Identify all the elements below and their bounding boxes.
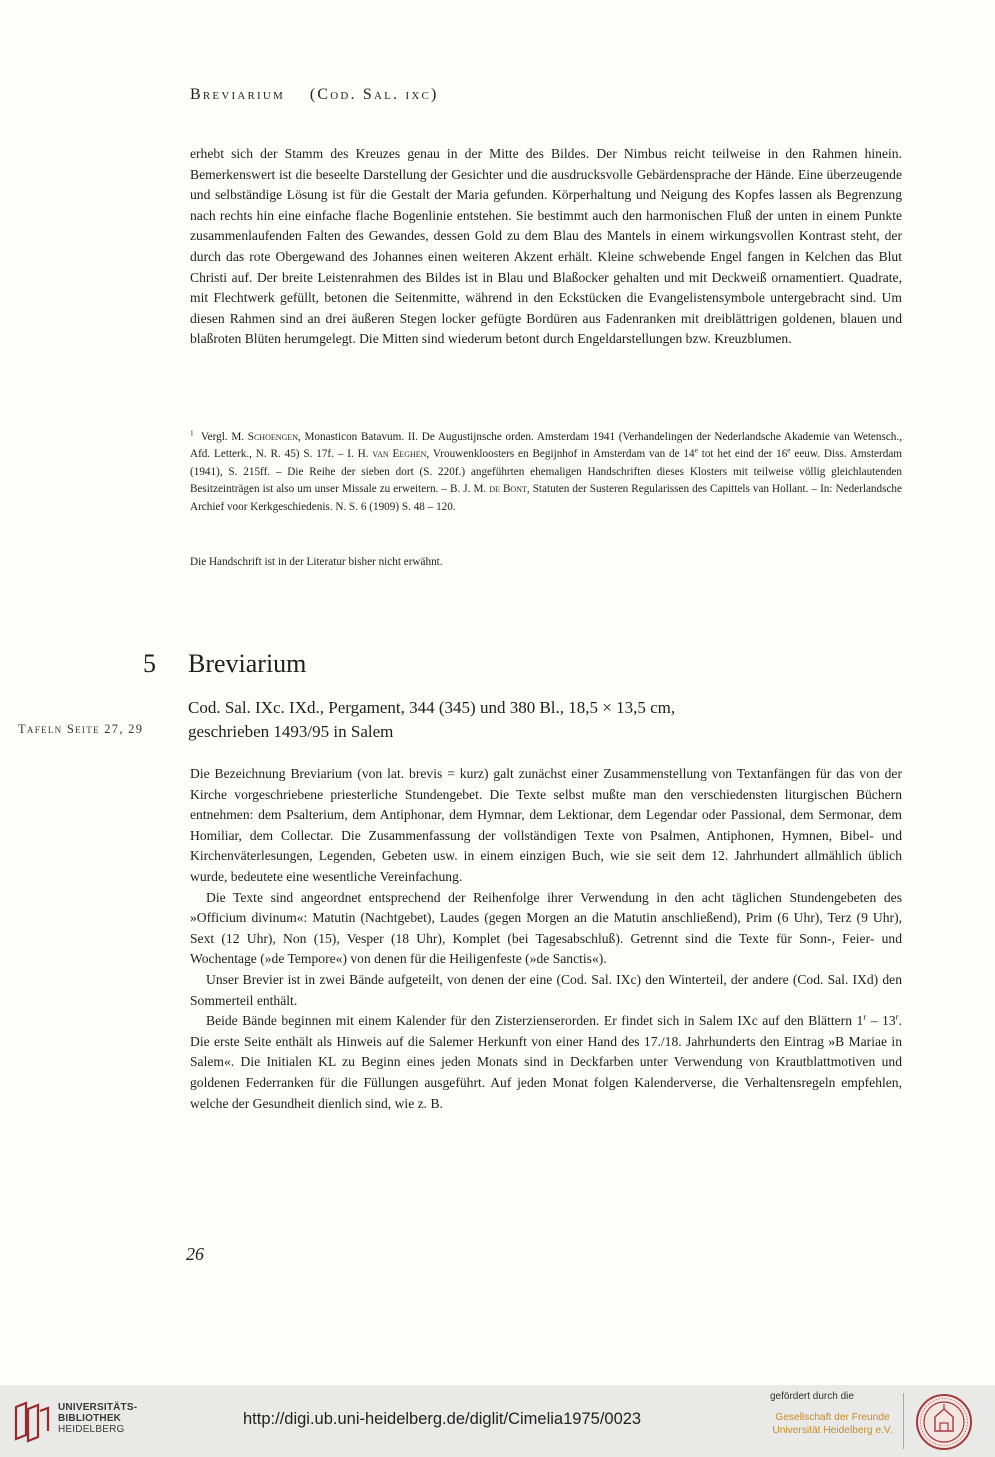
library-logo-icon[interactable] <box>12 1401 52 1443</box>
paragraph: Unser Brevier ist in zwei Bände aufgeteilt, von denen der eine (Cod. Sal. IXc) den Winterteil, der andere (Cod. Sal. IXd) den Sommerteil enthält. <box>190 971 902 1008</box>
sponsor-label: gefördert durch die <box>770 1391 854 1402</box>
plates-note: Tafeln Seite 27, 29 <box>18 722 144 736</box>
permalink-url[interactable]: http://digi.ub.uni-heidelberg.de/diglit/Cimelia1975/0023 <box>243 1410 642 1428</box>
running-subtitle: (Cod. Sal. ixc) <box>309 86 439 103</box>
running-head <box>190 86 439 104</box>
library-name-line: HEIDELBERG <box>58 1424 125 1435</box>
author-name: van Eeghen <box>372 448 427 461</box>
divider <box>903 1393 904 1449</box>
author-name: de Bont <box>489 483 527 496</box>
running-title: Breviarium <box>190 86 286 103</box>
section-meta-line: geschrieben 1493/95 in Salem <box>188 722 394 741</box>
section-meta <box>188 696 675 744</box>
section-number: 5 <box>143 649 156 678</box>
footnote-text: eeuw. Diss. Amsterdam (1941), S. 215ff. – Die Reihe der sieben dort (S. 220f.) angeführten ehemaligen Handschriften dieses Klosters mit teilweise völlig gleichlautenden Besitzeinträgen ist also um unser Missale zu erweitern. – B. J. M. <box>190 448 903 496</box>
footer-bar <box>0 1385 995 1457</box>
library-name-line: UNIVERSITÄTS- <box>58 1402 138 1413</box>
continuation-text <box>190 144 902 350</box>
superscript: e <box>694 446 698 455</box>
paragraph <box>190 1011 902 1114</box>
author-name: Schoengen <box>247 431 298 443</box>
sponsor-name-line: Gesellschaft der Freunde <box>775 1412 890 1423</box>
paragraph: Die Texte sind angeordnet entsprechend der Reihenfolge ihrer Verwendung in den acht täglichen Stundengebeten des »Officium divinum«: Matutin (Nachtgebet), Laudes (gegen Morgen an die Matutin anschließend), Prim (6 Uhr), Terz (9 Uhr), Sext (12 Uhr), Non (15), Vesper (18 Uhr), Komplet (bei Tagesabschluß). Getrennt sind die Texte für Sonn-, Feier- und Wochentage (»de Tempore«) von denen für die Heiligenfeste (»de Sanctis«). <box>190 889 902 967</box>
paragraph-text: . Die erste Seite enthält als Hinweis auf die Salemer Herkunft von einer Hand des 17./18. Jahrhunderts den Eintrag »B Mariae in Salem«. Die Initialen KL zu Beginn eines jeden Monats sind in Deckfarben unter Verwendung von Krautblattmotiven und goldenen Federranken für die Füllungen ausgeführt. Auf jeden Monat folgen Kalenderverse, die Verhaltensregeln empfehlen, welche der Gesundheit dienlich sind, wie z. B. <box>190 1013 902 1111</box>
footnote-text: Vergl. M. <box>200 431 245 443</box>
paragraph: Die Bezeichnung Breviarium (von lat. brevis = kurz) galt zunächst einer Zusammenstellung von Textanfängen für das von der Kirche vorgeschriebene priesterliche Stundengebet. Die Texte selbst mußte man den verschiedensten liturgischen Büchern entnehmen: dem Psalterium, dem Antiphonar, dem Hymnar, dem Lektionar, dem Legendar oder Passional, dem Sermonar, dem Homiliar, dem Collectar. Die Zusammenfassung der vollständigen Texte von Psalmen, Antiphonen, Hymnen, Bibel- und Kirchenväterlesungen, Legenden, Gebeten usw. in einem einzigen Buch, wie sie seit dem 12. Jahrhundert allmählich üblich wurde, bedeutete eine wesentliche Vereinfachung. <box>190 766 902 884</box>
continuation-paragraph: erhebt sich der Stamm des Kreuzes genau in der Mitte des Bildes. Der Nimbus reicht teilweise in den Rahmen hinein. Bemerkenswert ist die beseelte Darstellung der Gesichter und die ausdrucksvolle Gebärdensprache der Hände. Eine überzeugende und selbständige Lösung ist für die Gestalt der Maria gefunden. Körperhaltung und Neigung des Kopfes lassen als Begrenzung nach rechts hin eine einfache flache Bogenlinie entstehen. Sie bestimmt auch den harmonischen Fluß der unten in einem Punkte zusammenlaufenden Falten des Gewandes, dessen Gold zu dem Blau des Mantels in einem wirkungsvollen Kontrast steht, der durch das rote Obergewand des Johannes einen weiteren Akzent erhält. Kleine schwebende Engel fangen in Kelchen das Blut Christi auf. Der breite Leistenrahmen des Bildes ist in Blau und Blaßocker gehalten und mit Deckweiß ornamentiert. Quadrate, mit Flechtwerk gefüllt, betonen die Seitenmitte, während in den Eckstücken die Evangelistensymbole untergebracht sind. Um diesen Rahmen sind an drei äußeren Stegen locker gefügte Bordüren aus Fadenranken mit dreiblättrigen goldenen, blauen und blaßroten Blüten herumgelegt. Die Mitten sind wiederum betont durch Engeldarstellungen bzw. Kreuzblumen. <box>190 146 902 347</box>
superscript: r <box>895 1011 899 1022</box>
paragraph-text: Beide Bände beginnen mit einem Kalender für den Zisterzienserorden. Er findet sich in Salem IXc auf den Blättern 1 <box>206 1013 864 1029</box>
superscript: e <box>787 446 791 455</box>
section-title: Breviarium <box>188 649 307 678</box>
footnote-text: tot het eind der 16 <box>697 448 788 461</box>
footnote <box>190 429 902 516</box>
footnote-marker: 1 <box>190 429 194 438</box>
main-text <box>190 764 902 1114</box>
page-number: 26 <box>186 1244 204 1264</box>
footnote-text: , Statuten der Susteren Regularissen des Capittels van Hollant. – In: Nederlandsche Archief voor Kerkgeschiedenis. N. S. 6 (1909) S. 48 – 120. <box>190 483 902 513</box>
footnote-text: , Vrouwenkloosters en Begijnhof in Amsterdam van de 14 <box>426 448 695 461</box>
sponsor-name-line: Universität Heidelberg e.V. <box>772 1425 893 1436</box>
literature-text: Die Handschrift ist in der Literatur bisher nicht erwähnt. <box>190 556 443 568</box>
sponsor-name[interactable] <box>770 1411 895 1437</box>
paragraph-text: – 13 <box>866 1013 896 1029</box>
university-seal-icon <box>915 1393 973 1451</box>
library-name-line: BIBLIOTHEK <box>58 1413 122 1424</box>
library-name[interactable] <box>58 1402 137 1435</box>
superscript: r <box>863 1011 867 1022</box>
section-meta-line: Cod. Sal. IXc. IXd., Pergament, 344 (345) und 380 Bl., 18,5 × 13,5 cm, <box>188 698 676 717</box>
literature-note <box>190 554 902 571</box>
footnote-paragraph <box>190 429 902 516</box>
footnote-text: , Monasticon Batavum. II. De Augustijnsche orden. Amsterdam 1941 (Verhandelingen der Nederlandsche Akademie van Wetensch., Afd. Letterk., N. R. 45) S. 17f. – I. H. <box>190 431 902 461</box>
